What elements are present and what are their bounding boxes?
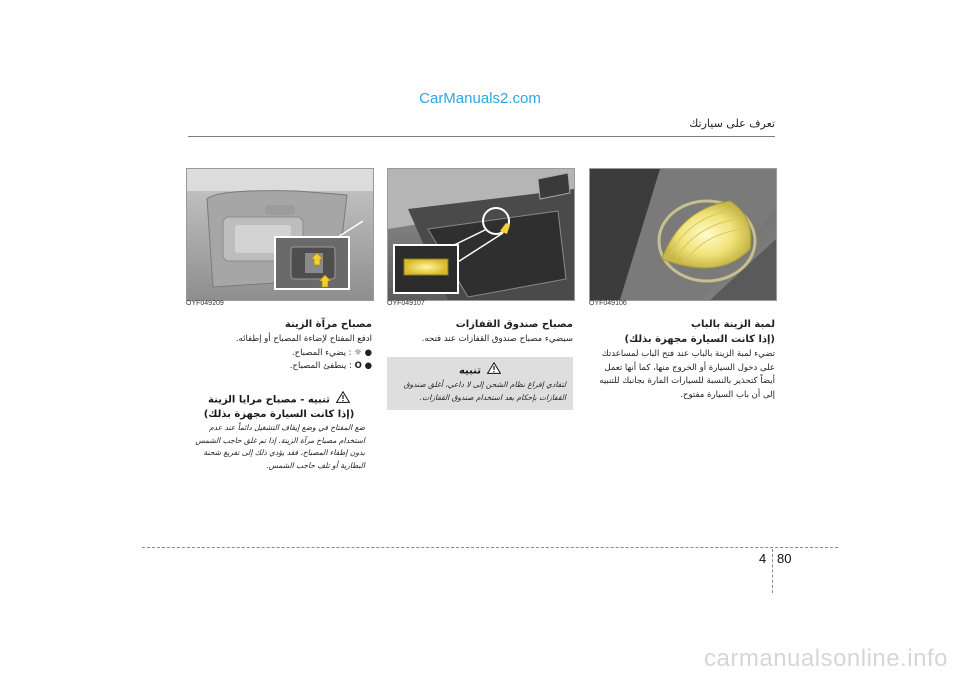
lamp-on-icon: ☼ [354, 347, 362, 358]
vanity-lamp-body: ادفع المفتاح لإضاءة المصباح أو إطفائه. [235, 334, 372, 344]
bullet-item-on: ● ☼ : يضيء المصباح. [291, 347, 372, 358]
photo-code: OYF049107 [387, 300, 425, 307]
warning-triangle-icon [336, 391, 350, 408]
watermark-top: CarManuals2.com [419, 90, 541, 107]
photo-code: OYF049106 [589, 300, 627, 307]
door-lamp-subtitle: (إذا كانت السيارة مجهزة بذلك) [624, 334, 775, 345]
door-lamp-illustration [590, 169, 776, 300]
door-lamp-body: تضيء لمبة الزينة بالباب عند فتح الباب لمساعدتك على دخول السيارة أو الخروج منها، كما أنها تعمل أيضاً كتحذير بالنسبة للسيارات المارة بجانبك للتنبيه إلى أن باب السيارة مفتوح. [599, 349, 775, 400]
photo-code: OYF049209 [186, 300, 224, 307]
warning-subheading: (إذا كانت السيارة مجهزة بذلك) [203, 409, 355, 420]
door-lamp-title: لمبة الزينة بالباب [690, 319, 775, 330]
footer-rule [142, 547, 838, 548]
photo-door-courtesy-lamp [589, 168, 777, 301]
photo-vanity-mirror-lamp [186, 168, 374, 301]
vanity-lamp-title: مصباح مرآة الزينة [284, 319, 372, 330]
warning-heading [193, 391, 365, 408]
glove-box-section [387, 318, 573, 347]
warning-heading-text: تنبيه - مصباح مرايا الزينة [208, 394, 330, 406]
chapter-number: 4 [759, 551, 767, 566]
page-number: 80 [777, 551, 792, 566]
glove-box-warning [387, 357, 573, 410]
vanity-mirror-illustration [187, 169, 373, 300]
bullet-text: : يضيء المصباح. [291, 347, 352, 358]
bullet-item-off: ● O : ينطفئ المصباح. [289, 361, 372, 371]
photo-glove-box-lamp [387, 168, 575, 301]
watermark-bottom: carmanualsonline.info [704, 645, 948, 672]
warning-heading [394, 362, 566, 379]
footer-divider [772, 549, 773, 593]
glove-box-illustration [388, 169, 574, 300]
section-title: تعرف على سيارتك [689, 117, 775, 130]
lamp-off-icon: O [354, 361, 362, 371]
header-rule [188, 136, 775, 137]
warning-heading-text: تنبيه [458, 365, 482, 377]
vanity-lamp-warning [186, 386, 372, 478]
glove-box-title: مصباح صندوق القفازات [455, 319, 573, 330]
warning-body: ضع المفتاح في وضع إيقاف التشغيل دائماً عند عدم استخدام مصباح مرآة الزينة. إذا تم غلق حاجب الشمس بدون إطفاء المصباح، فقد يؤدي ذلك إلى تفريغ شحنة البطارية أو تلف حاجب الشمس. [195, 423, 365, 470]
door-lamp-section [589, 318, 775, 402]
bullet-text: : ينطفئ المصباح. [289, 361, 352, 371]
warning-triangle-icon [487, 362, 501, 379]
glove-box-body: سيضيء مصباح صندوق القفازات عند فتحه. [421, 334, 573, 344]
vanity-lamp-section [186, 318, 372, 374]
warning-body: لتفادي إفراغ نظام الشحن إلى لا داعي، أغلق صندوق القفازات بإحكام بعد استخدام صندوق القفازات. [403, 380, 566, 402]
